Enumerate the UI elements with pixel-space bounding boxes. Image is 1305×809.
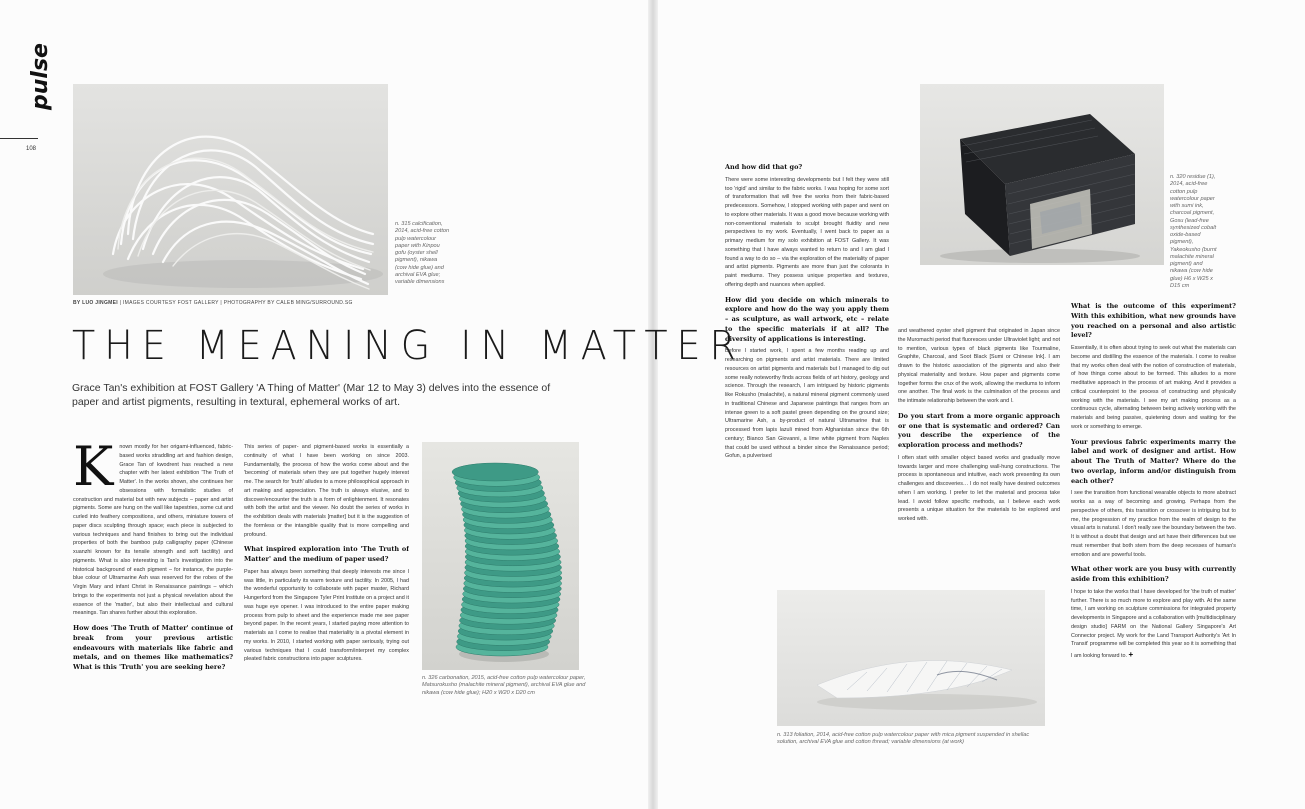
interview-question: And how did that go?: [725, 163, 803, 171]
article-headline: THE MEANING IN MATTER: [72, 322, 745, 369]
caption-foliation: n. 313 foliation, 2014, acid-free cotton pulp watercolour paper with mica pigment suspended in shellac solution, archival EVA glue and cotton thread; variable dimensions (at work): [777, 732, 1030, 746]
interview-question: Do you start from a more organic approach or one that is systematic and ordered? Can you describe the experience of the exploration process and methods?: [898, 411, 1060, 449]
body-paragraph: Paper has always been something that deeply interests me since I was little, in particularly its warm texture and tactility. In 2005, I had the wonderful opportunity to collaborate with paper master, Richard Hungerford from the Singapore Tyler Print Institute on a project and it was huge eye opener. I was introduced to the entire paper making process from pulp to sheet and the experience made me see paper beyond paper. In the recent years, I started paying more attention to materials as I come to realise that materiality is a pivotal element in my works. In 2010, I started working with paper seriously, trying out various techniques that I could transform/interpret my complex pleated fabric constructions into paper sculptures.: [244, 568, 409, 663]
interview-question: How does 'The Truth of Matter' continue of break from your previous artistic endeavours with materials like fabric and metals, and on themes like mathematics? What is this 'Truth' you are seeking here?: [73, 624, 233, 671]
caption-residue: n. 320 residue (1), 2014, acid-free cotton pulp watercolour paper with sumi ink, charcoal pigment, Gosu (lead-free synthesized cobalt oxide-based pigment), Yakeokusho (burnt malachite mineral pigment) and nikawa (cow hide glue) H6 x W25 x D15 cm: [1170, 174, 1217, 289]
green-discs-artwork: [422, 442, 579, 670]
photo-foliation: [777, 590, 1045, 726]
byline: [73, 300, 593, 306]
interview-question: What other work are you busy with currently aside from this exhibition?: [1071, 565, 1236, 583]
dark-block-artwork: [920, 84, 1164, 265]
byline-separator: |: [119, 300, 122, 306]
body-paragraph: This series of paper- and pigment-based works is essentially a continuity of what I have been working on since 2003. Fundamentally, the process of how the works come about and the 'becoming' of materials when they are put together hugely interest me. The search for 'truth' alludes to a more philosophical approach in art making and appreciation. The truth is always elusive, and to discover/encounter the truth is a form of enlightenment. It resonates with both the artist and the viewer. No doubt the series of works in the exhibition deals with materials [matter] but it is the suggestion of the formless or the intangible quality that is more compelling and profound.: [244, 444, 409, 538]
drop-cap: K: [73, 443, 114, 498]
body-column-2: [244, 443, 409, 763]
body-column-3: [725, 157, 889, 557]
interview-question: How did you decide on which minerals to explore and how do the way you apply them – as sculpture, as wall artwork, etc – relate to the specific materials if at all? The diversity of applications is interesting.: [725, 295, 889, 343]
body-paragraph: Before I started work, I spent a few months reading up and researching on pigments and artist materials. There are limited resources on artist pigments and materials but I managed to dig out some really noteworthy finds across fields of art history, geology and science. Through the research, I am intrigued by historic pigments like Rokusho (malachite), a natural mineral pigment commonly used in traditional Chinese and Japanese paintings that ranges from an intense green to a soft pastel green depending on the ground size; Ultramarine Ash, a by-product of natural Ultramarine that is processed from lapis lazuli mined from Afghanistan since the 6th century; Bianco San Giovanni, a lime white pigment from Naples that could be used without a binder since the Renaissance period; Gofun, a pulverised: [725, 348, 889, 460]
body-paragraph: nown mostly for her origami-influenced, fabric-based works straddling art and fashion design, Grace Tan of kwodrent has reached a new chapter with her latest exhibition 'The Truth of Matter'. In the works shown, she continues her obsessions with formalistic studies of construction and material but with new subjects – paper and artist pigments. Some are hung on the wall like tapestries, some cut and curled into feathery compositions, and others, miniature towers of paper discs sculpting through space; each piece is subjected to various techniques and hand finishes to bring out the individual properties of both the bamboo pulp calligraphy paper (Chinese xuanzhi known for its tensile strength and soft tactility) and pigments. What is also interesting is Tan's investigation into the historical background of each pigment – for instance, the purple-blue colour of Ultramarine Ash was reserved for the robes of the Virgin Mary and infant Christ in Renaissance paintings – which brings to the experiments not just a physical revelation about the essence of the 'matter', but also their intellectual and cultural meanings. Tan shares further about this exploration.: [73, 444, 233, 617]
byline-separator: |: [220, 300, 223, 306]
body-column-1: [73, 443, 233, 763]
photo-carbonation: [422, 442, 579, 670]
body-column-4: [898, 327, 1060, 562]
page-number: 108: [26, 146, 37, 152]
photo-residue: [920, 84, 1164, 265]
photo-calcification: [73, 84, 388, 295]
interview-question: Your previous fabric experiments marry the label and work of designer and artist. How about The Truth of Matter? Where do the two overlap, inform and/or distinguish from each other?: [1071, 437, 1236, 485]
caption-calcification: n. 315 calcification, 2014, acid-free cotton pulp watercolour paper with Kinpou gofu (oyster shell pigment), nikawa (cow hide glue) and archival EVA glue; variable dimensions: [395, 221, 450, 286]
body-paragraph: and weathered oyster shell pigment that originated in Japan since the Muromachi period that fluoresces under Ultraviolet light; and not to mention, various types of black pigments like Tourmaline, Graphite, Charcoal, and Soot Black [Sumi or Chinese Ink]. I am drawn to the historic association of the pigments and also their physical materiality and texture. How paper and pigments come together forms the crux of the work, allowing the mediums to inform one another. The final work is the culmination of the process and the intimate relationship between the work and I.: [898, 328, 1060, 404]
feather-paper-artwork: [777, 590, 1045, 726]
caption-carbonation: n. 326 carbonation, 2015, acid-free cotton pulp watercolour paper, Matsurokusho (malachite mineral pigment), archival EVA glue and nikawa (cow hide glue); H20 x W20 x D20 cm: [422, 675, 586, 696]
page-gutter: [648, 0, 658, 809]
body-paragraph: I often start with smaller object based works and gradually move towards larger and more challenging wall-hung constructions. The process is spontaneous and intuitive, each work presenting its own challenges and discoveries… I do not really have desired outcomes when I am working. I prefer to let the material and process take lead. I avoid follow specific methods, as I believe each work presents a unique situation for the materials to be explored and worked with.: [898, 454, 1060, 522]
paper-disc: [452, 463, 538, 481]
byline-photography: PHOTOGRAPHY BY CALEB MING/SURROUND.SG: [223, 300, 353, 306]
section-rule: [0, 138, 38, 139]
byline-author: BY LUO JINGMEI: [73, 300, 118, 306]
body-paragraph: There were some interesting developments but I felt they were still too 'rigid' and similar to the fabric works. I was hoping for some sort of transformation that will free the works from their fabric-based predecessors. Somehow, I stopped working with paper and went on to explore other materials. It was a good move because working with non-conventional materials to sculpt brought fluidity and new perspectives to my work. Eventually, I went back to paper as a primary medium for my solo exhibition at FOST Gallery. It was something that I have always wanted to return to and I am glad I found a way to do so – via the exploration of the materiality of paper and artist pigments. Pigments are more than just the colorants in paint mediums. They possess unique properties and textures, offering depth and nuances when applied.: [725, 176, 889, 288]
body-paragraph: Essentially, it is often about trying to seek out what the materials can become and distilling the essence of the materials. I come to realise that my works often deal with the notion of construction of materials, of how things come about to be formed. This alludes to a more meditative approach in the process of art making. And it provides a critical counterpoint to the process of constructing and physically working with the materials. I see my art making process as a continuous cycle, alternating between being actively working with the materials and being passive, quietening down and waiting for the work or something to emerge.: [1071, 345, 1236, 430]
interview-question: What inspired exploration into 'The Truth of Matter' and the medium of paper used?: [244, 545, 409, 563]
article-standfirst: Grace Tan's exhibition at FOST Gallery 'A Thing of Matter' (Mar 12 to May 3) delves into the essence of paper and artist pigments, resulting in textural, ephemeral works of art.: [72, 382, 551, 409]
body-paragraph: I see the transition from functional wearable objects to more abstract works as a way of becoming and growing. Perhaps from the perspective of others, this transition or crossover is intriguing but to me, the progression of my practice from the realm of design to the visual arts is natural. I don't really see the boundary between the two. It is without a doubt that design and art have their differences but we must remember that both stem from the deep recesses of human's emotion and are powerful tools.: [1071, 490, 1236, 558]
end-mark: +: [1128, 650, 1134, 659]
interview-question: What is the outcome of this experiment? With this exhibition, what new grounds have you reached on a personal and also artistic level?: [1071, 302, 1236, 340]
section-tab: pulse: [28, 43, 53, 110]
body-column-5: [1071, 296, 1236, 761]
paper-strips-artwork: [73, 84, 388, 295]
byline-images: IMAGES COURTESY FOST GALLERY: [122, 300, 219, 306]
closing-paragraph-text: I hope to take the works that I have developed for 'the truth of matter' further. There is so much more to explore and play with. At the same time, I am working on sculpture commissions for integrated property developments in Singapore and a collaboration with [multidisciplinary design studio] FARM on the National Gallery Singapore's Art Connector project. My work for the Land Transport Authority's 'Art In Transit' programme will be completed this year so it is something that I am looking forward to.: [1071, 588, 1236, 659]
body-paragraph: [1071, 588, 1236, 662]
